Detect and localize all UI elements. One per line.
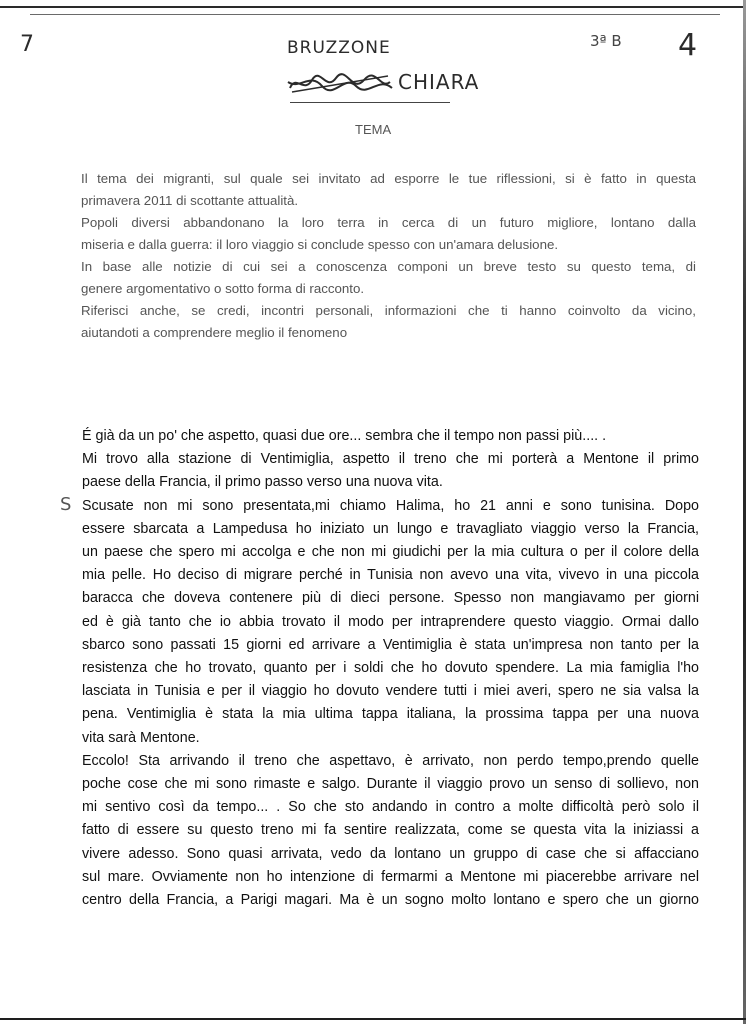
prompt-line: Riferisci anche, se credi, incontri personali, informazioni che ti hanno coinvolto da vicino, bbox=[81, 303, 696, 318]
essay-line: Eccolo! Sta arrivando il treno che aspettavo, è arrivato, non perdo tempo,prendo quelle bbox=[82, 752, 699, 769]
prompt-line: In base alle notizie di cui sei a conoscenza componi un breve testo su questo tema, di bbox=[81, 259, 696, 274]
essay-line: Scusate non mi sono presentata,mi chiamo Halima, ho 21 anni e sono tunisina. Dopo bbox=[82, 497, 699, 514]
prompt-line: aiutandoti a comprendere meglio il fenomeno bbox=[81, 325, 348, 340]
prompt-line: miseria e dalla guerra: il loro viaggio si conclude spesso con un'amara delusione. bbox=[81, 237, 559, 252]
essay-line: mi sentivo così da tempo... . So che sto andando in contro a molte difficoltà però solo il bbox=[82, 799, 699, 816]
prompt-line: primavera 2011 di scottante attualità. bbox=[81, 193, 299, 208]
prompt-line: Il tema dei migranti, sul quale sei invitato ad esporre le tue riflessioni, si è fatto in questa bbox=[81, 171, 696, 186]
essay-body bbox=[82, 425, 699, 912]
essay-line: essere sbarcata a Lampedusa ho iniziato un lungo e travagliato viaggio verso la Francia, bbox=[82, 520, 699, 537]
essay-line: vivere adesso. Sono quasi arrivata, vedo da lontano un gruppo di case che si affacciano bbox=[82, 845, 699, 862]
margin-mark: 7 bbox=[20, 32, 34, 57]
assignment-prompt bbox=[81, 168, 696, 344]
student-surname: BRUZZONE bbox=[287, 38, 391, 58]
essay-line: pena. Ventimiglia è stata la mia ultima tappa italiana, la prossima tappa per una nuova bbox=[82, 706, 699, 723]
essay-line: vita sarà Mentone. bbox=[82, 729, 200, 746]
class-label: 3ª B bbox=[590, 32, 622, 50]
essay-line: centro della Francia, a Parigi magari. Ma è un sogno molto lontano e spero che un giorno bbox=[82, 892, 699, 909]
assignment-title: TEMA bbox=[355, 122, 392, 137]
essay-line: sbarco sono passati 15 giorni ed arrivare a Ventimiglia è stata un'impresa non tanto per la bbox=[82, 636, 699, 653]
student-name: CHIARA bbox=[398, 70, 480, 94]
essay-line: ed è già tanto che io abbia trovato il modo per intraprendere questo viaggio. Ormai dallo bbox=[82, 613, 699, 630]
essay-line: Mi trovo alla stazione di Ventimiglia, aspetto il treno che mi porterà a Mentone il primo bbox=[82, 451, 699, 468]
essay-line: baracca che doveva contenere più di dieci persone. Spesso non mangiavamo per giorni bbox=[82, 590, 699, 607]
essay-line: sul mare. Ovviamente non ho intenzione di fermarmi a Mentone mi piacerebbe arrivare nel bbox=[82, 868, 699, 885]
prompt-line: genere argomentativo o sotto forma di racconto. bbox=[81, 281, 365, 296]
scan-top-edge bbox=[0, 6, 746, 8]
essay-line: paese della Francia, il primo passo verso una nuova vita. bbox=[82, 474, 443, 491]
essay-line: É già da un po' che aspetto, quasi due ore... sembra che il tempo non passi più.... . bbox=[82, 428, 607, 444]
scan-bottom-edge bbox=[0, 1018, 746, 1020]
essay-line: fatto di essere su questo treno mi fa sentire realizzata, come se questa vita la iniziassi a bbox=[82, 822, 699, 839]
page-number: 4 bbox=[678, 28, 698, 63]
essay-line: un paese che spero mi accolga e che non mi giudichi per la mia cultura o per il colore della bbox=[82, 544, 699, 561]
prompt-line: Popoli diversi abbandonano la loro terra in cerca di un futuro migliore, lontano dalla bbox=[81, 215, 696, 230]
essay-line: resistenza che ho trovato, quanto per i soldi che ho dovuto spendere. La mia famiglia l'ho bbox=[82, 660, 699, 677]
essay-line: lasciata in Tunisia e per il viaggio ho dovuto vendere tutti i miei averi, spero ne sia valsa la bbox=[82, 683, 699, 700]
name-underline bbox=[290, 102, 450, 103]
margin-note: S bbox=[60, 494, 72, 515]
essay-line: mia pelle. Ho deciso di migrare perché in Tunisia non avevo una vita, vivevo in una piccola bbox=[82, 567, 699, 584]
essay-line: poche cose che mi sono rimaste e salgo. Durante il viaggio provo un senso di sollievo, non bbox=[82, 776, 699, 793]
crossed-out-word-icon bbox=[286, 68, 394, 98]
scan-top-line bbox=[30, 14, 720, 15]
